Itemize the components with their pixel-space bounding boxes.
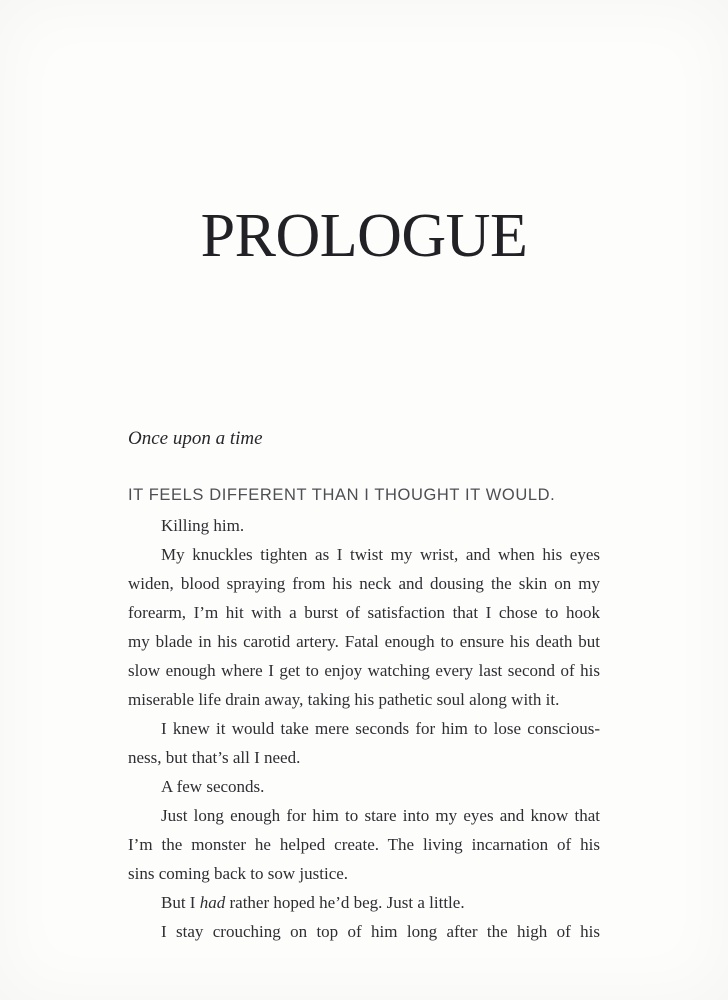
- page-content: [128, 0, 600, 946]
- text-line: [128, 511, 600, 540]
- paragraph: [128, 888, 600, 917]
- paragraph: [128, 917, 600, 946]
- text-line: [128, 656, 600, 685]
- paragraph: [128, 801, 600, 888]
- text-segment: widen, blood spraying from his neck and dousing the skin on my: [128, 574, 600, 593]
- text-segment: rather hoped he’d beg. Just a little.: [225, 893, 465, 912]
- text-line: [128, 830, 600, 859]
- text-segment: I’m the monster he helped create. The living incarnation of his: [128, 835, 600, 854]
- epigraph: Once upon a time: [128, 428, 263, 449]
- text-segment: forearm, I’m hit with a burst of satisfaction that I chose to hook: [128, 603, 600, 622]
- text-segment: sins coming back to sow justice.: [128, 864, 349, 883]
- text-segment: I stay crouching on top of him long after the high of his: [161, 922, 600, 941]
- text-segment: I knew it would take mere seconds for him to lose conscious-: [161, 719, 600, 738]
- text-line: [128, 888, 600, 917]
- text-segment: My knuckles tighten as I twist my wrist, and when his eyes: [161, 545, 600, 564]
- italic-text: had: [199, 893, 226, 912]
- body-paragraphs: [128, 511, 600, 946]
- text-line: [128, 627, 600, 656]
- text-line: [128, 714, 600, 743]
- text-line: [128, 569, 600, 598]
- paragraph: [128, 540, 600, 714]
- text-line: [128, 598, 600, 627]
- text-line: [128, 772, 600, 801]
- text-line: [128, 859, 600, 888]
- text-segment: miserable life drain away, taking his pathetic soul along with it.: [128, 690, 560, 709]
- text-segment: slow enough where I get to enjoy watching every last second of his: [128, 661, 600, 680]
- chapter-title: PROLOGUE: [200, 202, 528, 270]
- opening-line: IT FEELS DIFFERENT THAN I THOUGHT IT WOULD.: [128, 486, 556, 504]
- text-line: [128, 917, 600, 946]
- text-line: [128, 801, 600, 830]
- paragraph: [128, 714, 600, 772]
- text-segment: Just long enough for him to stare into my eyes and know that: [161, 806, 600, 825]
- text-segment: ness, but that’s all I need.: [128, 748, 301, 767]
- text-segment: my blade in his carotid artery. Fatal enough to ensure his death but: [128, 632, 600, 651]
- text-line: [128, 540, 600, 569]
- text-line: [128, 743, 600, 772]
- text-segment: Killing him.: [161, 516, 245, 535]
- paragraph: [128, 772, 600, 801]
- paragraph: [128, 511, 600, 540]
- text-segment: A few seconds.: [161, 777, 265, 796]
- text-line: [128, 685, 600, 714]
- text-segment: But I: [161, 893, 200, 912]
